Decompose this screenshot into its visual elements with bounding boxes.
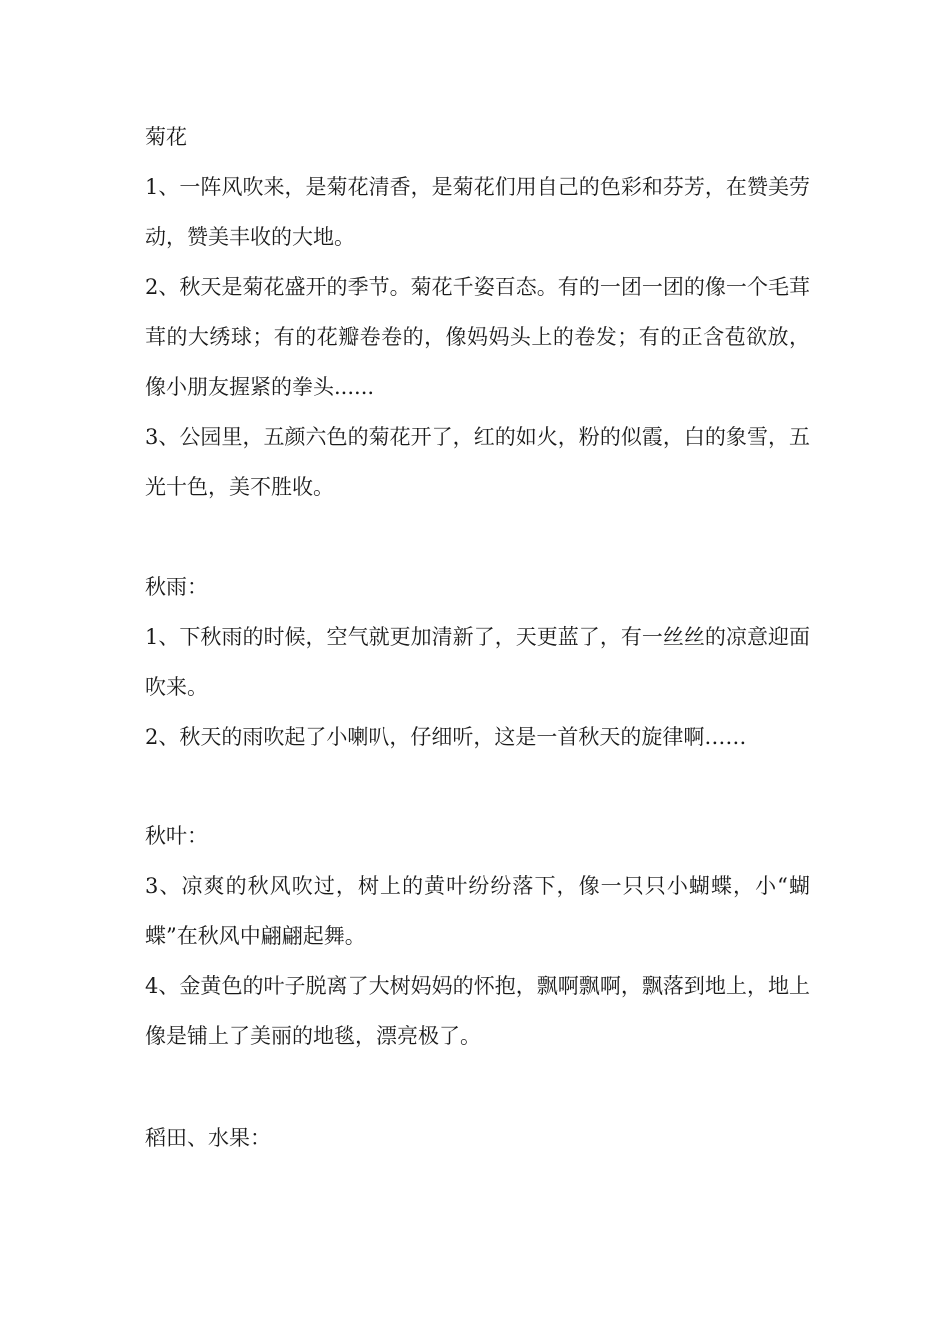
paragraph: 2、秋天是菊花盛开的季节。菊花千姿百态。有的一团一团的像一个毛茸茸的大绣球；有的花瓣卷卷的，像妈妈头上的卷发；有的正含苞欲放，像小朋友握紧的拳头...... (145, 275, 810, 399)
paragraph: 2、秋天的雨吹起了小喇叭，仔细听，这是一首秋天的旋律啊…… (145, 725, 747, 749)
paragraph: 1、一阵风吹来，是菊花清香，是菊花们用自己的色彩和芬芳，在赞美劳动，赞美丰收的大地。 (145, 175, 810, 249)
paragraph: 3、公园里，五颜六色的菊花开了，红的如火，粉的似霞，白的象雪，五光十色，美不胜收。 (145, 425, 810, 499)
paragraph: 4、金黄色的叶子脱离了大树妈妈的怀抱，飘啊飘啊，飘落到地上，地上像是铺上了美丽的地毯，漂亮极了。 (145, 974, 810, 1048)
section-chrysanthemum (145, 112, 810, 512)
section-rice-fields-fruit (145, 1113, 810, 1163)
section-autumn-leaves (145, 811, 810, 1061)
section-heading: 稻田、水果： (145, 1126, 271, 1150)
paragraph: 3、凉爽的秋风吹过，树上的黄叶纷纷落下，像一只只小蝴蝶，小“蝴蝶”在秋风中翩翩起舞。 (145, 874, 810, 948)
paragraph: 1、下秋雨的时候，空气就更加清新了，天更蓝了，有一丝丝的凉意迎面吹来。 (145, 625, 810, 699)
section-heading: 菊花 (145, 125, 187, 149)
section-heading: 秋雨： (145, 575, 208, 599)
section-heading: 秋叶： (145, 824, 208, 848)
section-autumn-rain (145, 562, 810, 762)
